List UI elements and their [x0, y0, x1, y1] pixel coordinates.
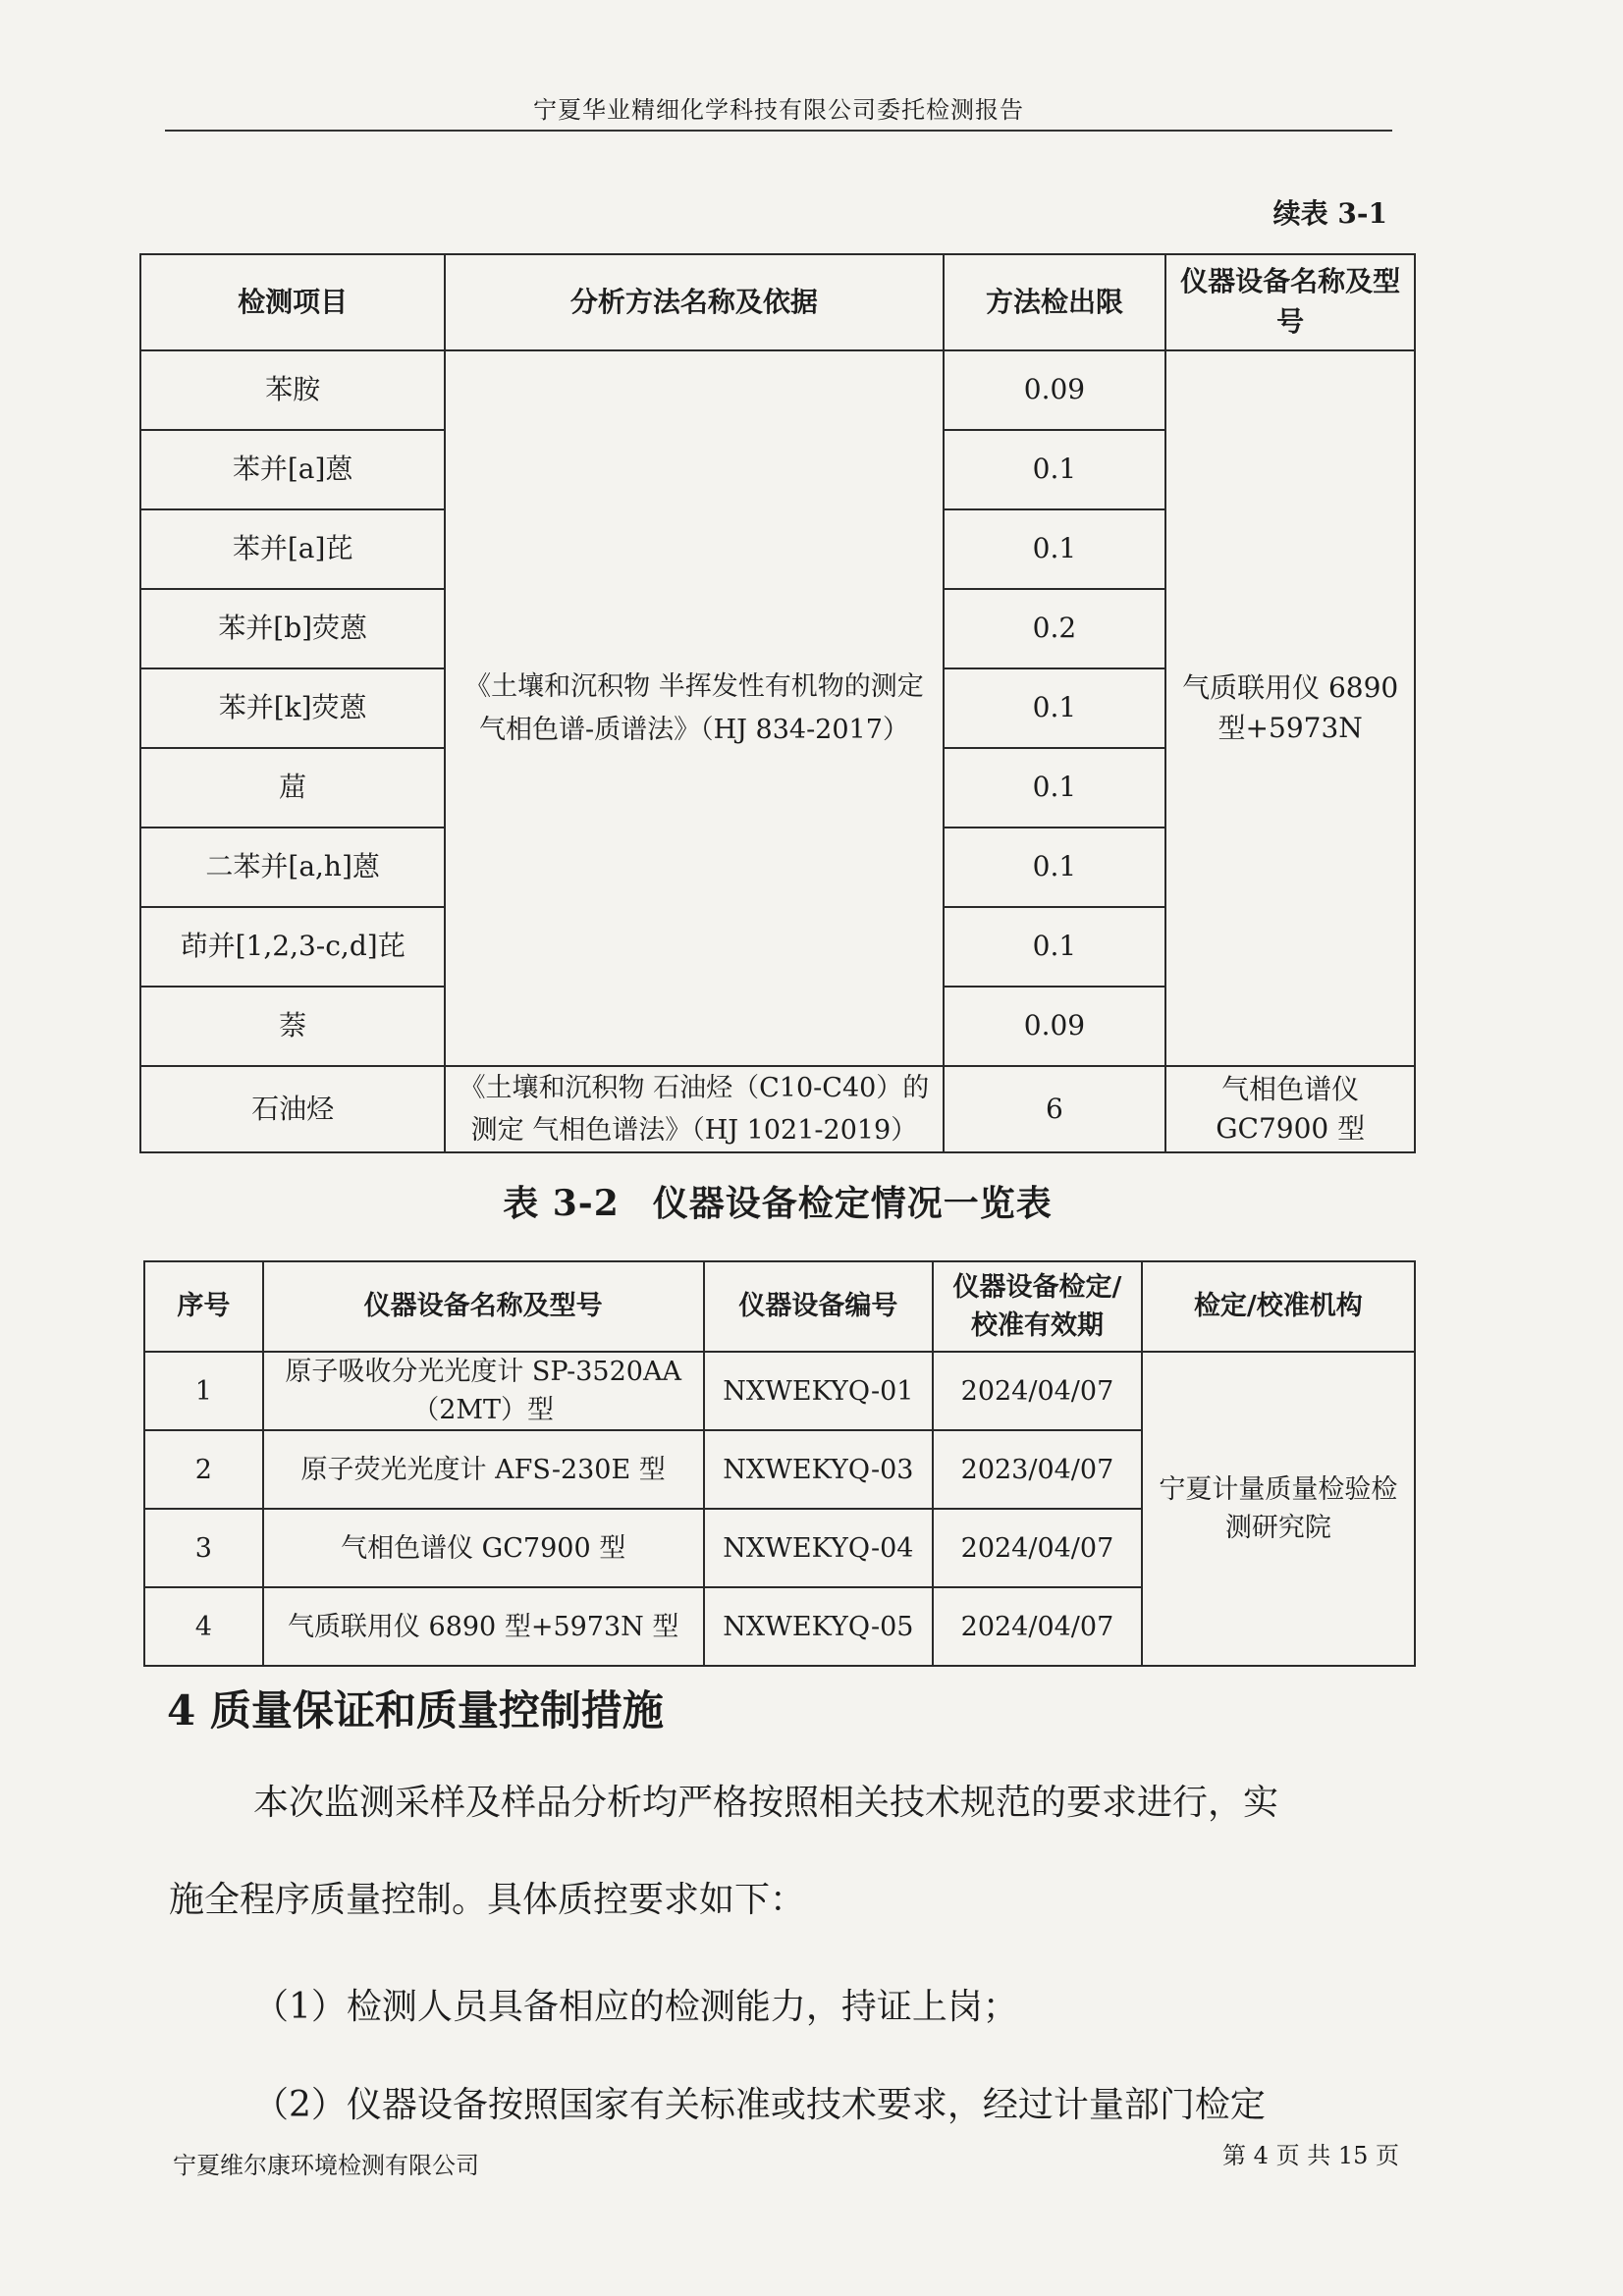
validity-cell: 2023/04/07	[933, 1430, 1142, 1509]
paragraph-line-2: 施全程序质量控制。具体质控要求如下：	[169, 1879, 806, 1920]
seq-cell: 3	[144, 1509, 263, 1587]
th-method: 分析方法名称及依据	[445, 254, 943, 350]
table2-header-row	[144, 1261, 1415, 1352]
table-row	[140, 1066, 1415, 1152]
table-row	[144, 1352, 1415, 1430]
limit-cell: 0.1	[944, 828, 1166, 907]
item-cell: 苯并[a]蒽	[140, 430, 445, 509]
method-cell-hj834: 《土壤和沉积物 半挥发性有机物的测定 气相色谱-质谱法》（HJ 834-2017）	[445, 350, 943, 1066]
detection-method-table	[139, 253, 1416, 1153]
code-cell: NXWEKYQ-01	[704, 1352, 934, 1430]
footer-page-info: 第 4 页 共 15 页	[1222, 2142, 1399, 2169]
th-item: 检测项目	[140, 254, 445, 350]
th-limit: 方法检出限	[944, 254, 1166, 350]
table2-title-text: 仪器设备检定情况一览表	[652, 1183, 1053, 1224]
limit-cell: 0.09	[944, 350, 1166, 430]
th-seq: 序号	[144, 1261, 263, 1352]
method-cell-hj1021: 《土壤和沉积物 石油烃（C10-C40）的测定 气相色谱法》（HJ 1021-2019）	[445, 1066, 943, 1152]
limit-cell: 0.09	[944, 987, 1166, 1066]
seq-cell: 1	[144, 1352, 263, 1430]
limit-cell: 0.1	[944, 907, 1166, 987]
limit-cell: 0.1	[944, 430, 1166, 509]
table1-header-row	[140, 254, 1415, 350]
qc-item-1: （1）检测人员具备相应的检测能力，持证上岗；	[253, 1987, 1018, 2027]
th-validity: 仪器设备检定/校准有效期	[933, 1261, 1142, 1352]
limit-cell: 0.1	[944, 668, 1166, 748]
th-agency: 检定/校准机构	[1142, 1261, 1415, 1352]
validity-cell: 2024/04/07	[933, 1509, 1142, 1587]
limit-cell: 0.1	[944, 509, 1166, 589]
limit-cell: 0.2	[944, 589, 1166, 668]
paragraph-line-1: 本次监测采样及样品分析均严格按照相关技术规范的要求进行，实	[253, 1783, 1279, 1823]
agency-cell: 宁夏计量质量检验检测研究院	[1142, 1352, 1415, 1666]
item-cell: 䓛	[140, 748, 445, 828]
name-cell: 原子吸收分光光度计 SP-3520AA（2MT）型	[263, 1352, 704, 1430]
footer-company: 宁夏维尔康环境检测有限公司	[173, 2152, 479, 2179]
code-cell: NXWEKYQ-04	[704, 1509, 934, 1587]
seq-cell: 4	[144, 1587, 263, 1666]
code-cell: NXWEKYQ-05	[704, 1587, 934, 1666]
instrument-cell-gcms: 气质联用仪 6890 型+5973N	[1165, 350, 1415, 1066]
name-cell: 原子荧光光度计 AFS-230E 型	[263, 1430, 704, 1509]
item-cell: 石油烃	[140, 1066, 445, 1152]
item-cell: 苯并[k]荧蒽	[140, 668, 445, 748]
seq-cell: 2	[144, 1430, 263, 1509]
th-name: 仪器设备名称及型号	[263, 1261, 704, 1352]
validity-cell: 2024/04/07	[933, 1352, 1142, 1430]
section4-title: 4 质量保证和质量控制措施	[167, 1686, 664, 1735]
th-instrument: 仪器设备名称及型号	[1165, 254, 1415, 350]
report-header-title: 宁夏华业精细化学科技有限公司委托检测报告	[533, 96, 1024, 124]
item-cell: 萘	[140, 987, 445, 1066]
th-code: 仪器设备编号	[704, 1261, 934, 1352]
limit-cell: 0.1	[944, 748, 1166, 828]
table2-title	[139, 1176, 1416, 1226]
table2-title-number: 表 3-2	[503, 1183, 620, 1224]
section4-paragraph	[169, 1781, 1408, 1924]
item-cell: 苯胺	[140, 350, 445, 430]
qc-item-2: （2）仪器设备按照国家有关标准或技术要求，经过计量部门检定	[253, 2085, 1266, 2125]
header-divider	[165, 130, 1392, 132]
code-cell: NXWEKYQ-03	[704, 1430, 934, 1509]
table-row	[140, 350, 1415, 430]
limit-cell: 6	[944, 1066, 1166, 1152]
item-cell: 二苯并[a,h]蒽	[140, 828, 445, 907]
item-cell: 苯并[a]芘	[140, 509, 445, 589]
name-cell: 气质联用仪 6890 型+5973N 型	[263, 1587, 704, 1666]
instrument-cell-gc: 气相色谱仪 GC7900 型	[1165, 1066, 1415, 1152]
name-cell: 气相色谱仪 GC7900 型	[263, 1509, 704, 1587]
instrument-verification-table	[143, 1260, 1416, 1667]
item-cell: 苯并[b]荧蒽	[140, 589, 445, 668]
item-cell: 茚并[1,2,3-c,d]芘	[140, 907, 445, 987]
validity-cell: 2024/04/07	[933, 1587, 1142, 1666]
table1-continued-label: 续表 3-1	[1272, 197, 1387, 230]
